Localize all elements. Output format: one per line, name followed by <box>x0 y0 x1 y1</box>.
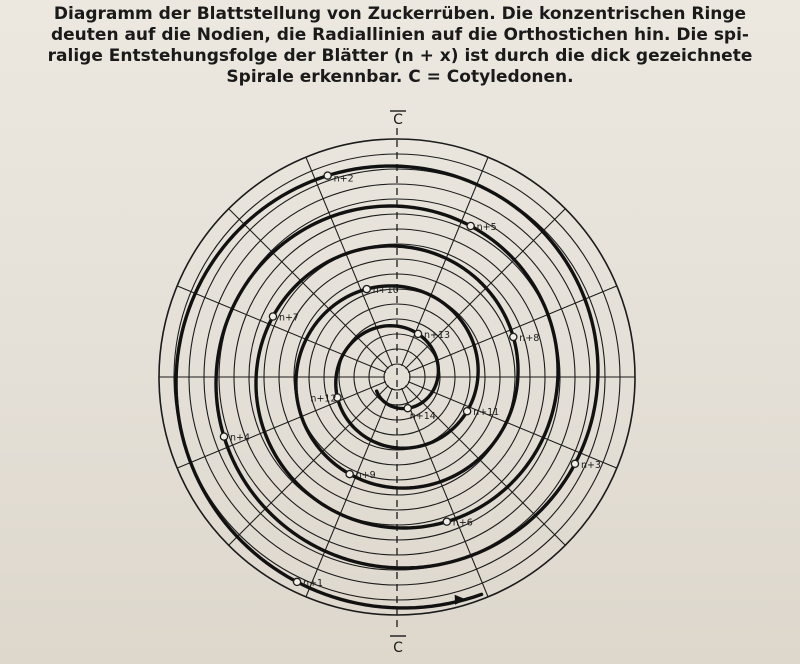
caption-line-4: Spirale erkennbar. C = Cotyledonen. <box>226 67 574 87</box>
leaf-label: n+11 <box>473 407 500 419</box>
leaf-label: n+1 <box>303 577 324 589</box>
arrow-head-icon <box>455 595 466 605</box>
orthostichy-line <box>177 382 386 468</box>
caption-line-2: deuten auf die Nodien, die Radiallinien auf die Orthostichen hin. Die spi- <box>50 25 749 45</box>
leaf-point <box>324 172 331 179</box>
leaf-point <box>467 222 474 229</box>
leaf-label: n+12 <box>310 393 337 405</box>
cotyledon-label-top: C <box>393 112 403 128</box>
leaf-label: n+7 <box>278 312 299 324</box>
leaf-label: n+14 <box>409 411 436 423</box>
leaf-point <box>220 433 227 440</box>
leaf-label: n+6 <box>452 517 473 529</box>
leaf-point <box>414 330 421 337</box>
leaf-label: n+10 <box>372 285 399 297</box>
leaf-label: n+2 <box>333 173 354 185</box>
orthostichy-line <box>177 286 386 372</box>
spiral-arrow <box>455 595 466 605</box>
leaf-label: n+8 <box>519 332 540 344</box>
leaf-label: n+13 <box>424 329 451 341</box>
leaf-point <box>510 333 517 340</box>
leaf-point <box>269 313 276 320</box>
cotyledon-label-bottom: C <box>393 640 403 656</box>
leaf-point <box>571 460 578 467</box>
leaf-point <box>293 578 300 585</box>
leaf-label: n+5 <box>476 222 497 234</box>
leaf-point <box>346 470 353 477</box>
leaf-point <box>443 518 450 525</box>
caption-line-1: Diagramm der Blattstellung von Zuckerrüben. Die konzentrischen Ringe <box>53 4 747 24</box>
leaf-label: n+9 <box>355 470 376 482</box>
leaf-label: n+4 <box>229 432 251 444</box>
caption-line-3: ralige Entstehungsfolge der Blätter (n + x) ist durch die dick gezeichnete <box>47 46 753 66</box>
orthostichy-line <box>306 157 392 366</box>
leaf-point <box>464 408 471 415</box>
leaf-label: n+3 <box>580 459 601 471</box>
leaf-point <box>363 285 370 292</box>
orthostichy-line <box>408 382 617 468</box>
